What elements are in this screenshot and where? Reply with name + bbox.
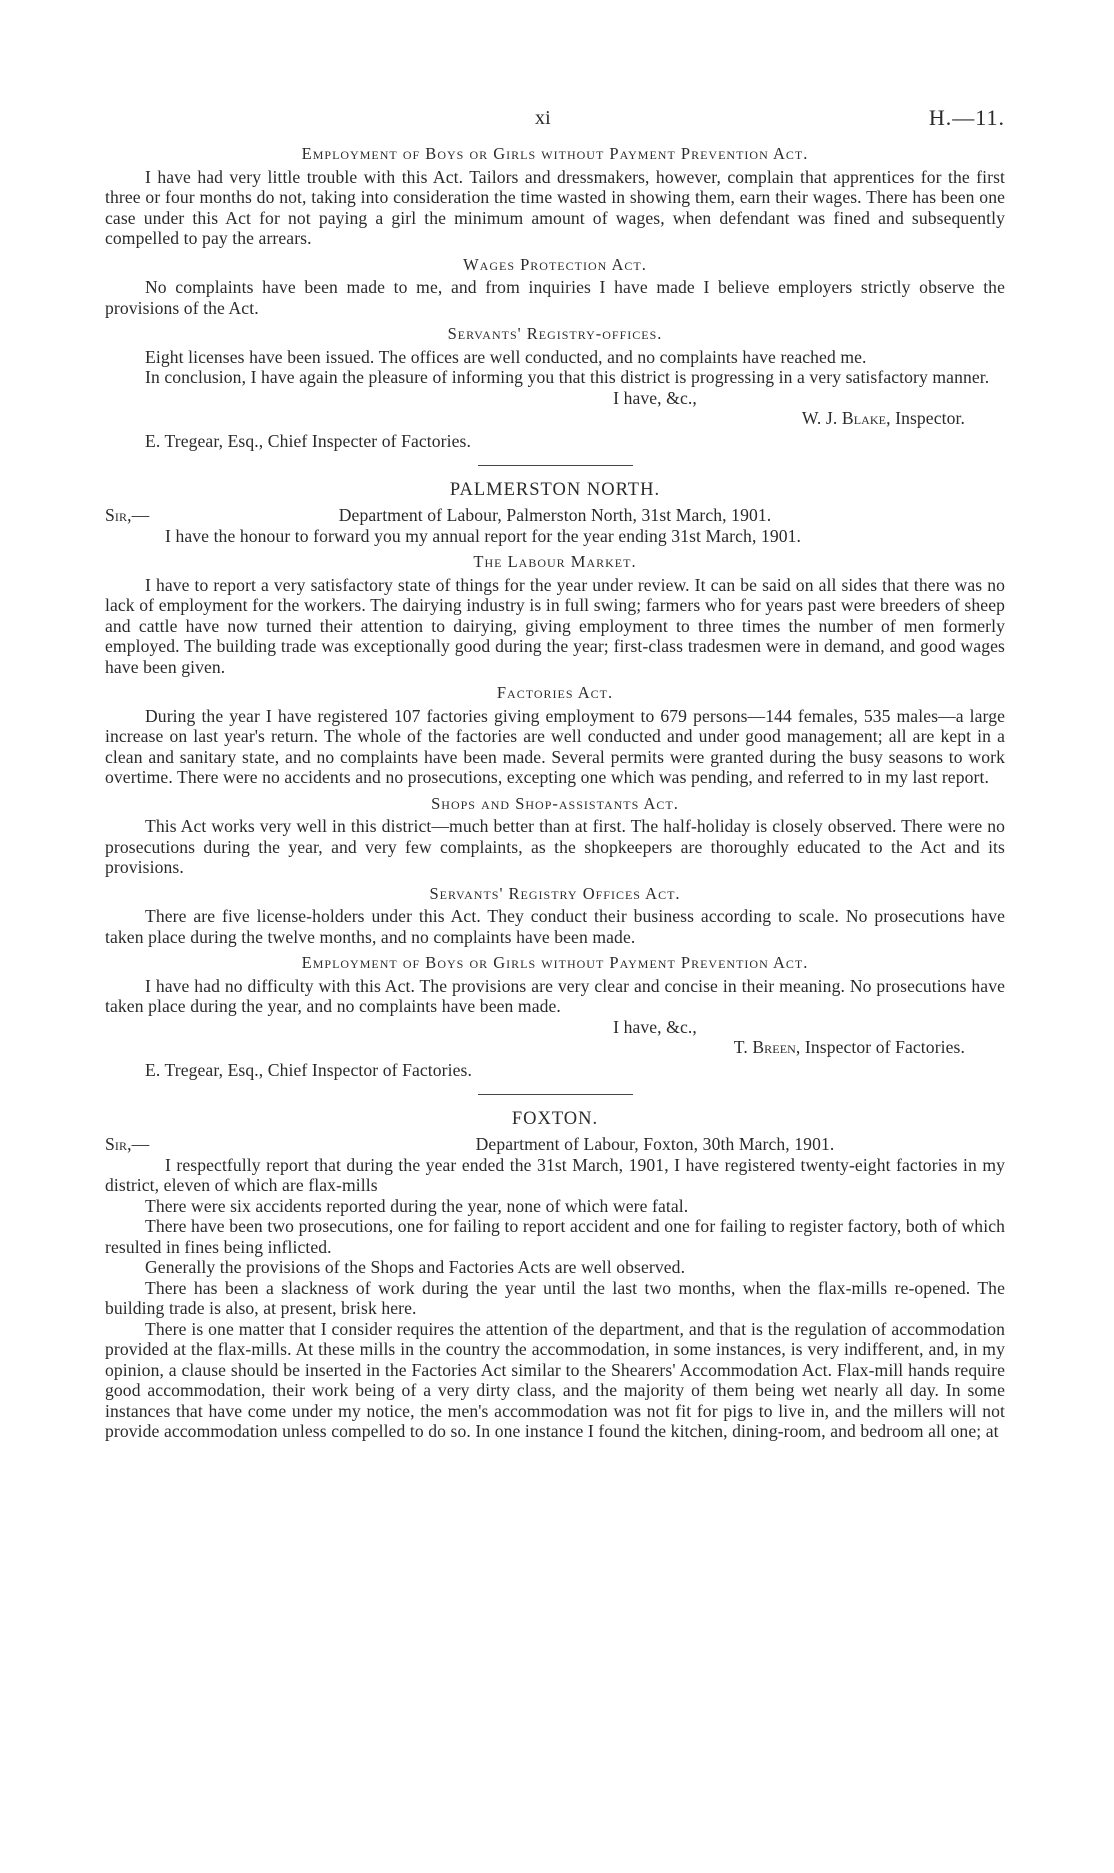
intro-paragraph: I have the honour to forward you my annual report for the year ending 31st March, 1901. (165, 525, 802, 546)
signature (105, 408, 1005, 429)
heading-boys-girls-act: Employment of Boys or Girls without Payment Prevention Act. (301, 144, 809, 163)
paragraph: There were six accidents reported during the year, none of which were fatal. (145, 1195, 689, 1216)
heading-factories-act: Factories Act. (496, 683, 614, 702)
section-divider (478, 1094, 633, 1095)
paragraph: There has been a slackness of work during the year until the last two months, when the flax-mills re-opened. The building trade is also, at present, brisk here. (105, 1277, 1005, 1318)
paragraph: I have had no difficulty with this Act. The provisions are very clear and concise in their meaning. No prosecutions have taken place during the year, and no complaints have been made. (105, 975, 1005, 1016)
paragraph: I have to report a very satisfactory state of things for the year under review. It can be said on all sides that there was no lack of employment for the workers. The dairying industry is in full swing; farmers who for years past were breeders of sheep and cattle have now turned their attention to dairying, giving employment to three times the number of men formerly employed. The building trade was exceptionally good during the year; first-class tradesmen were in demand, and good wages have been given. (105, 574, 1005, 677)
section-palmerston-north (105, 480, 1005, 1080)
paragraph: During the year I have registered 107 factories giving employment to 679 persons—144 females, 535 males—a large increase on last year's return. The whole of the factories are well conducted and under good management; all are kept in a clean and sanitary state, and no complaints have been made. Several permits were granted during the busy seasons to work overtime. There were no accidents and no prosecutions, excepting one which was pending, and referred to in my last report. (105, 705, 1005, 787)
salutation: Sir,— (105, 1133, 150, 1154)
signature-title: , Inspector. (886, 408, 965, 428)
paragraph: Generally the provisions of the Shops and Factories Acts are well observed. (145, 1257, 686, 1277)
paragraph: No complaints have been made to me, and from inquiries I have made I believe employers strictly observe the provisions of the Act. (105, 277, 1005, 318)
document-page (105, 104, 1005, 1442)
paragraph: There have been two prosecutions, one for failing to report accident and one for failing to register factory, both of which resulted in fines being inflicted. (105, 1216, 1005, 1257)
paragraph: I respectfully report that during the year ended the 31st March, 1901, I have registered twenty-eight factories in my district, eleven of which are flax-mills (105, 1154, 1005, 1195)
heading-labour-market: The Labour Market. (473, 552, 637, 571)
salutation-line (105, 1134, 1005, 1155)
paragraph: There is one matter that I consider requires the attention of the department, and that is the regulation of accommodation provided at the flax-mills. At these mills in the country the accommodation, in some instances, is very indifferent, and, in my opinion, a clause should be inserted in the Factories Act similar to the Shearers' Accommodation Act. Flax-mill hands require good accommodation, their work being of a very dirty class, and the majority of them being wet nearly all day. In some instances that have come under my notice, the men's accommodation was not fit for pigs to live in, and the millers will not provide accommodation unless compelled to do so. In one instance I found the kitchen, dining-room, and bedroom all one; at (105, 1318, 1005, 1441)
place-heading: PALMERSTON NORTH. (449, 480, 661, 500)
signature-name: T. Breen (733, 1037, 796, 1057)
paragraph: This Act works very well in this district—much better than at first. The half-holiday is closely observed. There were no prosecutions during the year, and very few complaints, as the shopkeepers are thoroughly educated to the Act and its provisions. (105, 816, 1005, 877)
signoff: I have, &c., (613, 387, 697, 408)
paragraph: There are five license-holders under this Act. They conduct their business according to scale. No prosecutions have taken place during the twelve months, and no complaints have been made. (105, 906, 1005, 947)
signoff: I have, &c., (613, 1016, 697, 1037)
signature (105, 1037, 1005, 1058)
heading-servants-registry-act: Servants' Registry Offices Act. (429, 883, 681, 903)
page-number: xi (535, 107, 551, 129)
addressee: E. Tregear, Esq., Chief Inspecter of Factories. (145, 430, 471, 451)
department-line: Department of Labour, Foxton, 30th March, 1901. (475, 1133, 835, 1154)
salutation: Sir,— (105, 504, 150, 525)
place-heading: FOXTON. (511, 1109, 599, 1129)
paragraph: I have had very little trouble with this Act. Tailors and dressmakers, however, complain that apprentices for the first three or four months do not, taking into consideration the time wasted in showing them, earn their wages. There has been one case under this Act for not paying a girl the minimum amount of wages, when defendant was fined and subsequently compelled to pay the arrears. (105, 166, 1005, 248)
addressee: E. Tregear, Esq., Chief Inspector of Factories. (145, 1059, 472, 1080)
running-header (105, 104, 1005, 138)
paragraph-conclusion: In conclusion, I have again the pleasure of informing you that this district is progressing in a very satisfactory manner. (145, 367, 990, 387)
section-foxton (105, 1109, 1005, 1442)
section-inspector-blake (105, 144, 1005, 451)
paragraph: Eight licenses have been issued. The offices are well conducted, and no complaints have reached me. (145, 346, 867, 367)
heading-wages-protection-act: Wages Protection Act. (463, 254, 647, 274)
section-divider (478, 465, 633, 466)
department-line: Department of Labour, Palmerston North, 31st March, 1901. (338, 504, 772, 525)
document-reference: H.—11. (928, 105, 1005, 130)
signature-title: , Inspector of Factories. (795, 1037, 965, 1057)
heading-boys-girls-act: Employment of Boys or Girls without Payment Prevention Act. (301, 953, 809, 972)
heading-servants-registry: Servants' Registry-offices. (447, 324, 663, 343)
salutation-line (105, 505, 1005, 526)
signature-name: W. J. Blake (801, 408, 887, 428)
heading-shops-act: Shops and Shop-assistants Act. (431, 793, 679, 813)
